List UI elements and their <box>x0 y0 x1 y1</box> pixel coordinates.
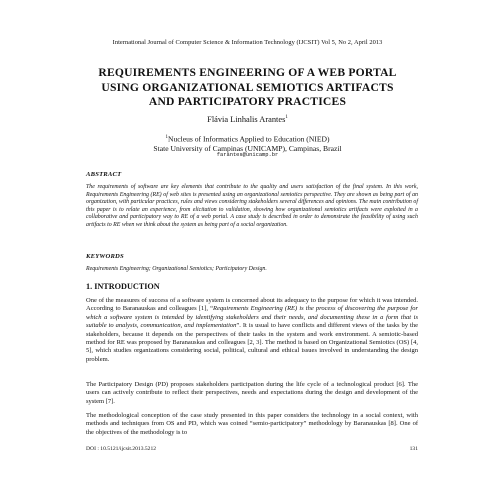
title-line: USING ORGANIZATIONAL SEMIOTICS ARTIFACTS <box>101 80 394 94</box>
paragraph: The Participatory Design (PD) proposes stakeholders participation during the life cycle of a technological product [6]. The users can actively contribute to reflect their perspectives, needs and expectations during the design and development of the system [7]. <box>86 381 418 405</box>
keywords-heading: KEYWORDS <box>86 253 124 260</box>
page-number: 131 <box>409 446 418 452</box>
paper-title <box>60 66 435 110</box>
quotation: Requirements Engineering (RE) is the process of discovering the purpose for which a software system is intended by identifying stakeholders and their needs, and documenting these in a form that is suitable to analysis, communication, and implementation <box>86 305 418 330</box>
affiliation-university: State University of Campinas (UNICAMP), Campinas, Brazil <box>153 144 342 154</box>
abstract-heading: ABSTRACT <box>86 171 122 178</box>
title-line: AND PARTICIPATORY PRACTICES <box>148 95 347 108</box>
affiliation <box>0 133 495 154</box>
doi: DOI : 10.5121/ijcsit.2013.5212 <box>86 446 157 452</box>
title-line: REQUIREMENTS ENGINEERING OF A WEB PORTAL <box>98 66 397 79</box>
keywords-text: Requirements Engineering; Organizational Semiotics; Participatory Design. <box>86 266 267 272</box>
author <box>0 115 495 124</box>
author-name: Flávia Linhalis Arantes <box>207 115 286 124</box>
author-email: farantes@unicamp.br <box>216 152 279 158</box>
running-header: International Journal of Computer Science & Information Technology (IJCSIT) Vol 5, No 2, April 2013 <box>112 39 383 46</box>
author-affiliation-mark: 1 <box>285 115 288 121</box>
section-heading: 1. INTRODUCTION <box>86 282 160 291</box>
abstract-text: The requirements of software are key elements that contribute to the quality and users satisfaction of the final system. In this work, Requirements Engineering (RE) of web sites is presented using an organizational semiotics perspective. They are shown as being part of an organization, with particular practices, rules and views considering stakeholders several differences and opinions. The main contribution of this paper is to relate an experience, from elicitation to validation, showing how organizational semiotics artifacts were exploited in a collaborative and participatory way to RE of a web portal. A case study is described in order to demonstrate the feasibility of using such artifacts to RE when we think about the system as being part of a social organization. <box>86 184 418 228</box>
affiliation-mark: 1 <box>165 135 168 140</box>
paragraph: The methodological conception of the case study presented in this paper considers the technology in a social context, with methods and techniques from OS and PD, which was coined “semio-participatory” methodology by Baranauskas [8]. One of the objectives of the methodology is to <box>86 412 418 436</box>
affiliation-institute: Nucleus of Informatics Applied to Education (NIED) <box>167 134 330 144</box>
paragraph: One of the measures of success of a software system is concerned about its adequacy to the purpose for which it was intended. According to Baranauskas and colleagues [1], “Requirements Engineering (RE) is the process of discovering the purpose for which a software system is intended by identifying stakeholders and their needs, and documenting these in a form that is suitable to analysis, communication, and implementation”. It is usual to have conflicts and different views of the tasks by the stakeholders, because it depends on the perspectives of their tasks in the system and work environment. A semiotic-based method for RE was proposed by Baranauskas and colleagues [2, 3]. The method is based on Organizational Semiotics (OS) [4, 5], which studies organizations considering social, political, cultural and ethical issues involved in understanding the design problem. <box>86 297 418 363</box>
